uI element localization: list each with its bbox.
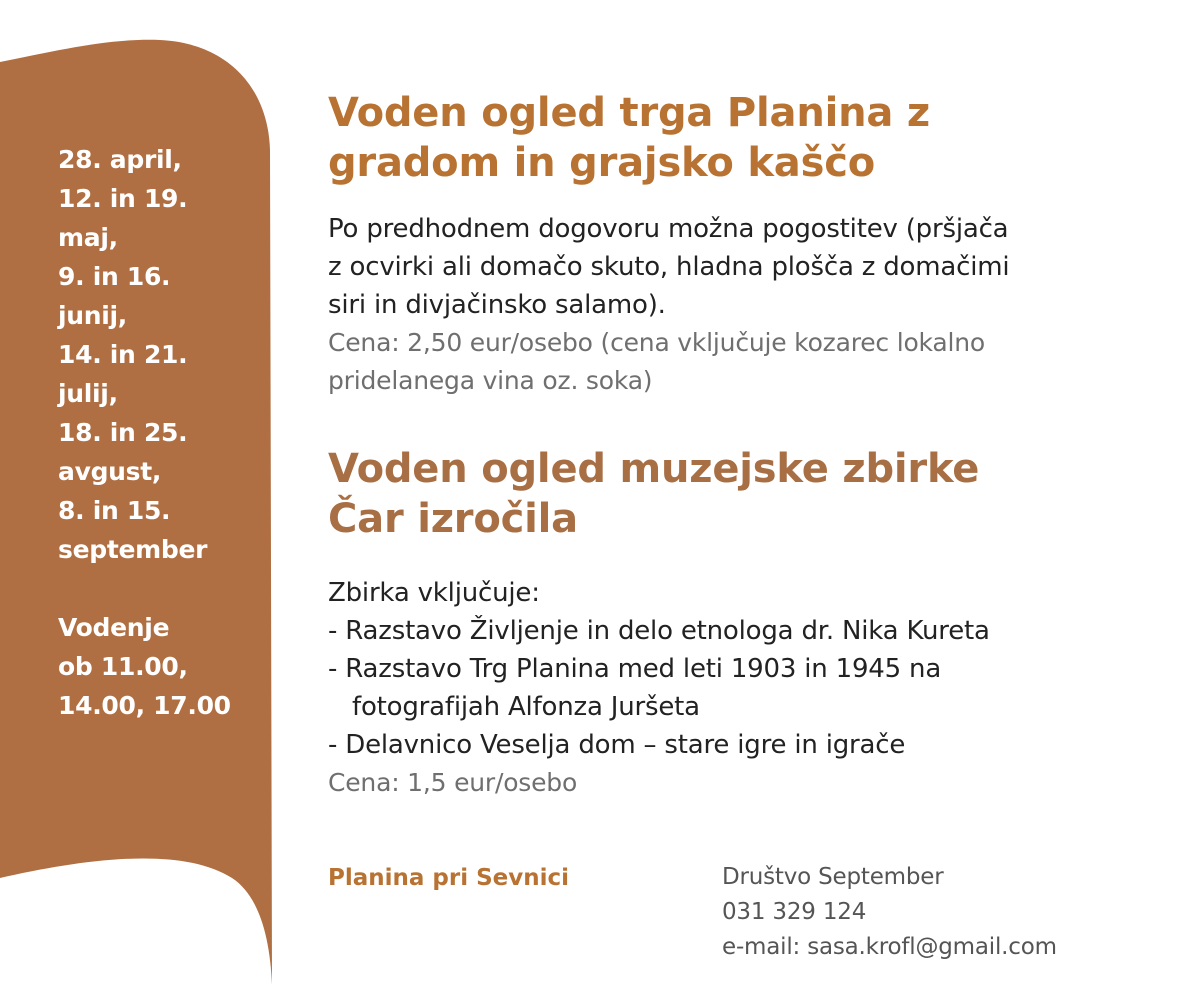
date-line: september: [58, 535, 208, 564]
date-line: 18. in 25.: [58, 418, 188, 447]
contact-info: [722, 860, 1057, 965]
date-line: 14. in 21.: [58, 340, 188, 369]
title-line: Čar izročila: [328, 496, 578, 542]
date-line: avgust,: [58, 457, 162, 486]
description-line: Po predhodnem dogovoru možna pogostitev (pršjača: [328, 214, 1009, 244]
location-label: Planina pri Sevnici: [328, 865, 570, 891]
list-item: - Razstavo Življenje in delo etnologa dr. Nika Kureta: [328, 616, 990, 646]
date-line: 9. in 16.: [58, 262, 171, 291]
section-museum-tour: [328, 444, 1168, 802]
email-address: e-mail: sasa.krofl@gmail.com: [722, 934, 1057, 960]
phone-number: 031 329 124: [722, 899, 867, 925]
date-line: julij,: [58, 379, 118, 408]
schedule-sidebar: [58, 140, 283, 725]
price-line: Cena: 1,5 eur/osebo: [328, 768, 578, 797]
description-line: siri in divjačinsko salamo).: [328, 290, 666, 320]
spacer: [58, 569, 283, 608]
price-line: Cena: 2,50 eur/osebo (cena vključuje kozarec lokalno: [328, 328, 985, 357]
list-item: - Delavnico Veselja dom – stare igre in igrače: [328, 730, 906, 760]
organization-name: Društvo September: [722, 864, 944, 890]
section-town-tour: [328, 88, 1168, 400]
section-description: [328, 210, 1168, 324]
section-price: [328, 324, 1168, 400]
section-title: [328, 88, 1168, 188]
title-line: Voden ogled muzejske zbirke: [328, 446, 980, 492]
collection-list: [328, 574, 1168, 764]
schedule-line: Vodenje: [58, 613, 170, 642]
list-item: - Razstavo Trg Planina med leti 1903 in 1945 na: [328, 654, 942, 684]
date-line: 8. in 15.: [58, 496, 171, 525]
list-intro: Zbirka vključuje:: [328, 578, 540, 608]
title-line: Voden ogled trga Planina z: [328, 90, 931, 136]
list-item-continuation: fotografijah Alfonza Juršeta: [352, 692, 700, 722]
section-title: [328, 444, 1168, 544]
title-line: gradom in grajsko kaščo: [328, 140, 875, 186]
price-line: pridelanega vina oz. soka): [328, 366, 653, 395]
section-price: [328, 764, 1168, 802]
date-line: maj,: [58, 223, 118, 252]
main-content: [328, 88, 1168, 802]
schedule-line: 14.00, 17.00: [58, 691, 231, 720]
date-line: 12. in 19.: [58, 184, 188, 213]
description-line: z ocvirki ali domačo skuto, hladna plošča z domačimi: [328, 252, 1010, 282]
date-line: 28. april,: [58, 145, 182, 174]
schedule-line: ob 11.00,: [58, 652, 188, 681]
date-line: junij,: [58, 301, 128, 330]
